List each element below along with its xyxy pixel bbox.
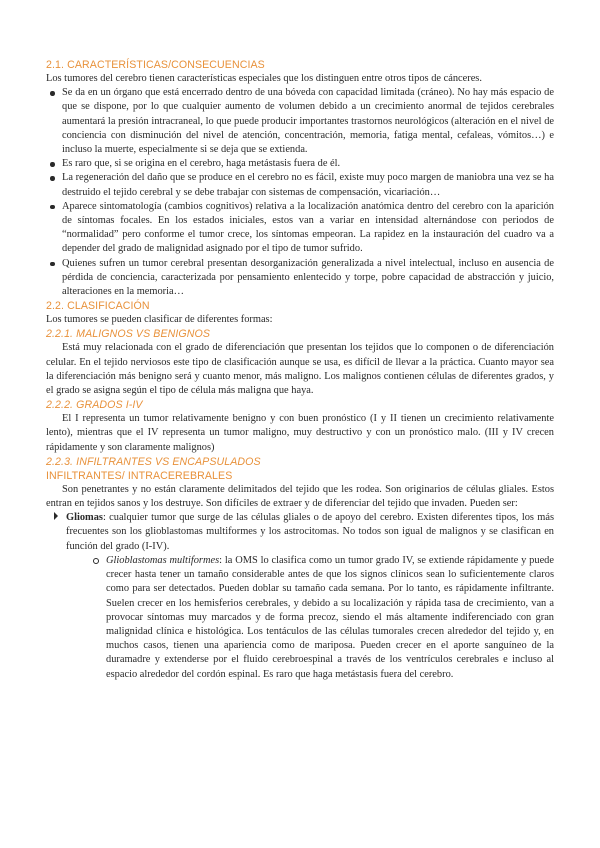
- subsection-heading-2-2-3: 2.2.3. INFILTRANTES VS ENCAPSULADOS: [46, 455, 261, 468]
- document-content: [46, 58, 554, 682]
- list-item: Aparece sintomatología (cambios cognitivos) relativa a la localización anatómica dentro del cerebro con la aparición de síntomas focales. En los estados iniciales, estos van a variar en intensidad alternándose con periodos de “normalidad” pero conforme el tumor crece, los síntomas empeoran. La rapidez en la instauración del cuadro va a depender del grado de malignidad asignado por el tipo de tumor sufrido.: [46, 200, 554, 257]
- section-heading-2-1: 2.1. CARACTERÍSTICAS/CONSECUENCIAS: [46, 59, 265, 71]
- subsection-heading-2-2-1: 2.2.1. MALIGNOS VS BENIGNOS: [46, 328, 211, 341]
- gliomas-description: : cualquier tumor que surge de las células gliales o de apoyo del cerebro. Existen diferentes tipos, los más frecuentes son los glioblastomas multiformes y los astrocitomas. No todos son igual de malignos y se clasifican en función del grado (I-IV).: [66, 512, 554, 552]
- gliomas-term: Gliomas: [66, 512, 103, 524]
- list-item-gliomas: [50, 511, 554, 681]
- section-2-1-intro: Los tumores del cerebro tienen características especiales que los distinguen entre otros tipos de cánceres.: [46, 73, 482, 84]
- tumor-types-list: [46, 511, 554, 681]
- list-item-glioblastomas: [92, 554, 554, 682]
- list-item: La regeneración del daño que se produce en el cerebro no es fácil, existe muy poco margen de maniobra una vez se ha destruido el tejido cerebral y se debe trabajar con sistemas de compensación, vicariación…: [46, 171, 554, 199]
- subsection-2-2-2-text: El I representa un tumor relativamente benigno y con buen pronóstico (I y II tienen un crecimiento relativamente lento), mientras que el IV representa un tumor maligno, muy destructivo y con un pronóstico malo. (III y IV crecen rápidamente y son claramente malignos): [46, 413, 554, 453]
- glioblastomas-term: Glioblastomas multiformes: [106, 554, 220, 566]
- glioblastomas-description: : la OMS lo clasifica como un tumor grado IV, se extiende rápidamente y puede crecer hasta tener un tamaño considerable antes de que los signos clínicos sean lo suficientemente claros como para ser detectados. Pueden doblar su tamaño cada semana. Por lo tanto, es rápidamente infiltrante. Suelen crecer en los hemisferios cerebrales, y debido a su localización y rápida tasa de crecimiento, van a provocar síntomas muy marcados y de forma precoz, siendo el más altamente indiferenciado con gran malignidad clínica e histológica. Los tentáculos de las células tumorales crecen alrededor del tejido y, en muchos casos, tienen una apariencia como de mariposa. Pueden crecer en el aporte sanguíneo de la duramadre y extenderse por el fluido cerebroespinal a través de los ventrículos cerebrales e incluso al espacio alrededor del cordón espinal. Es raro que haga metástasis fuera del cerebro.: [106, 554, 554, 680]
- infiltrantes-text: Son penetrantes y no están claramente delimitados del tejido que les rodea. Son originarios de células gliales. Estos entran en tejidos sanos y los destruye. Son difíciles de extraer y de diferenciar del tejido que invaden. Pueden ser:: [46, 483, 554, 510]
- section-2-2-intro: Los tumores se pueden clasificar de diferentes formas:: [46, 314, 273, 326]
- subsection-2-2-1-text: Está muy relacionada con el grado de diferenciación que presentan los tejidos que lo componen o de diferenciación celular. En el tejido nerviosos este tipo de clasificación aunque se usa, es difícil de llevar a la práctica. Cuanto mayor sea la diferenciación más benigno será y cuanto menor, más maligno. Los malignos contienen células de diferentes grados, y el grado se asigna según el tipo de célula más maligna que haya.: [46, 342, 554, 397]
- infiltrantes-heading: INFILTRANTES/ INTRACEREBRALES: [46, 469, 233, 482]
- section-heading-2-2: 2.2. CLASIFICACIÓN: [46, 300, 150, 313]
- gliomas-sublist: [88, 554, 554, 682]
- list-item: Quienes sufren un tumor cerebral presentan desorganización generalizada a nivel intelectual, incluso en ausencia de pérdida de conciencia, caracterizada por pensamiento enlentecido y torpe, pobre capacidad de abstracción y juicio, alteraciones en la memoria…: [46, 257, 554, 300]
- characteristics-list: [46, 86, 554, 299]
- list-item: Es raro que, si se origina en el cerebro, haga metástasis fuera de él.: [46, 157, 554, 171]
- list-item: Se da en un órgano que está encerrado dentro de una bóveda con capacidad limitada (cráneo). No hay más espacio de que se dispone, por lo que cualquier aumento de volumen debido a un crecimiento anormal de tejidos cerebrales aumentará la presión intracraneal, lo que puede producir importantes trastornos neurológicos (alteración en el nivel de conciencia con disminución del nivel de atención, concentración, memoria, fatiga mental, cefaleas, vómitos…) e incluso la muerte, especialmente si se deja que se extienda.: [46, 86, 554, 157]
- subsection-heading-2-2-2: 2.2.2. GRADOS I-IV: [46, 399, 143, 412]
